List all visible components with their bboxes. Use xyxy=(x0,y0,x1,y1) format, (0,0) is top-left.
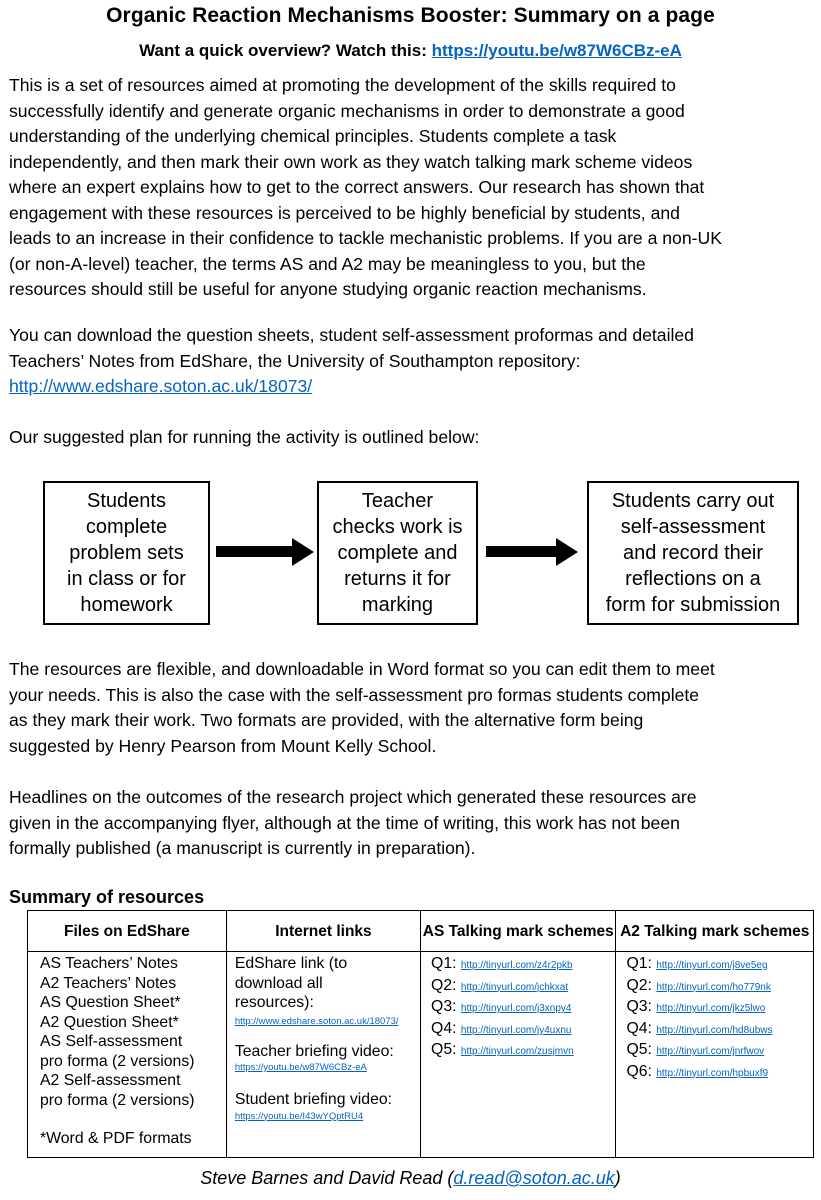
question-label: Q4: xyxy=(626,1019,657,1037)
question-label: Q5: xyxy=(626,1041,657,1058)
flow-step-1-line: homework xyxy=(80,594,173,616)
flow-step-1-line: Students xyxy=(87,490,166,512)
as-scheme-link[interactable]: http://tinyurl.com/j3xnpy4 xyxy=(460,1003,572,1014)
a2-scheme-item xyxy=(626,1040,813,1062)
a2-scheme-link[interactable]: http://tinyurl.com/jkz5lwo xyxy=(656,1003,766,1014)
a2-scheme-link[interactable]: http://tinyurl.com/ho779nk xyxy=(656,981,771,993)
headlines-paragraph xyxy=(9,785,821,862)
footer-text: Steve Barnes and David Read ( xyxy=(200,1168,454,1188)
question-label: Q2: xyxy=(431,976,461,994)
footer-authors xyxy=(0,1168,821,1189)
subtitle xyxy=(0,41,821,61)
as-scheme-link[interactable]: http://tinyurl.com/zusjmvn xyxy=(460,1046,574,1057)
flexible-line: The resources are flexible, and downloadable in Word format so you can edit them to meet xyxy=(9,659,715,679)
intro-line: This is a set of resources aimed at promoting the development of the skills required to xyxy=(9,75,676,95)
flexible-paragraph xyxy=(9,657,821,759)
flow-step-3-line: and record their xyxy=(622,542,764,564)
intro-line: resources should still be useful for anyone studying organic reaction mechanisms. xyxy=(9,279,647,299)
subtitle-text: Want a quick overview? Watch this: xyxy=(139,41,432,60)
summary-heading: Summary of resources xyxy=(9,887,205,907)
student-video-link[interactable]: https://youtu.be/I43wYQptRU4 xyxy=(234,1110,364,1122)
question-label: Q1: xyxy=(626,955,657,972)
a2-scheme-item xyxy=(626,1019,813,1041)
as-scheme-link[interactable]: http://tinyurl.com/jchkxat xyxy=(460,981,569,993)
intro-line: leads to an increase in their confidence to tackle mechanistic problems. If you are a non-UK xyxy=(9,228,722,248)
overview-video-link[interactable]: https://youtu.be/w87W6CBz-eA xyxy=(431,41,682,60)
question-label: Q2: xyxy=(626,976,657,994)
file-item: pro forma (2 versions) xyxy=(40,1052,195,1070)
table-header-row xyxy=(28,911,814,952)
as-scheme-item xyxy=(431,1019,615,1041)
question-label: Q6: xyxy=(626,1062,657,1080)
table-row xyxy=(28,952,814,1158)
edshare-label-line: resources): xyxy=(234,994,314,1011)
student-video-label: Student briefing video: xyxy=(234,1091,393,1108)
as-schemes-cell xyxy=(421,952,616,1158)
flexible-line: suggested by Henry Pearson from Mount Kelly School. xyxy=(9,735,437,756)
edshare-label-line: EdShare link (to xyxy=(234,955,348,972)
flexible-line: as they mark their work. Two formats are provided, with the alternative form being xyxy=(9,710,644,730)
flow-step-2-line: complete and xyxy=(337,542,458,564)
headlines-line: formally published (a manuscript is currently in preparation). xyxy=(9,838,476,858)
a2-schemes-cell xyxy=(616,952,814,1158)
a2-scheme-item xyxy=(626,997,813,1019)
plan-intro: Our suggested plan for running the activity is outlined below: xyxy=(9,427,480,447)
file-item: AS Question Sheet* xyxy=(40,994,181,1011)
files-cell xyxy=(28,952,227,1158)
as-scheme-item xyxy=(431,997,615,1019)
file-item: AS Self-assessment xyxy=(40,1033,183,1050)
question-label: Q5: xyxy=(431,1041,461,1058)
edshare-link[interactable]: http://www.edshare.soton.ac.uk/18073/ xyxy=(9,376,313,396)
column-header: Files on EdShare xyxy=(28,911,227,952)
headlines-line: given in the accompanying flyer, although at the time of writing, this work has not been xyxy=(9,812,680,833)
question-label: Q4: xyxy=(431,1019,461,1037)
file-item: AS Teachers’ Notes xyxy=(40,955,178,972)
download-line: You can download the question sheets, student self-assessment proformas and detailed xyxy=(9,325,694,345)
a2-scheme-item xyxy=(626,954,813,976)
file-item: pro forma (2 versions) xyxy=(40,1091,195,1109)
files-note: *Word & PDF formats xyxy=(40,1130,192,1147)
flexible-line: your needs. This is also the case with the self-assessment pro formas students complete xyxy=(9,684,700,705)
email-link[interactable]: d.read@soton.ac.uk xyxy=(453,1168,615,1188)
file-item: A2 Self-assessment xyxy=(40,1072,181,1089)
a2-scheme-item xyxy=(626,976,813,998)
edshare-table-link[interactable]: http://www.edshare.soton.ac.uk/18073/ xyxy=(234,1015,399,1027)
flow-step-3-line: form for submission xyxy=(605,594,781,616)
intro-paragraph xyxy=(9,73,821,303)
flow-arrow-1 xyxy=(216,538,314,566)
download-line: Teachers’ Notes from EdShare, the University of Southampton repository: xyxy=(9,350,581,371)
teacher-video-label: Teacher briefing video: xyxy=(234,1042,394,1060)
flow-step-3-line: self-assessment xyxy=(620,516,766,538)
edshare-label-line: download all xyxy=(234,974,323,992)
flow-step-3 xyxy=(587,481,799,625)
flow-step-2-line: returns it for xyxy=(344,568,451,590)
question-label: Q1: xyxy=(431,955,461,972)
flow-step-3-line: reflections on a xyxy=(625,568,761,590)
flow-step-2-line: Teacher xyxy=(361,490,434,512)
resources-table xyxy=(27,910,814,1158)
as-scheme-item xyxy=(431,954,615,976)
flow-step-3-line: Students carry out xyxy=(611,490,775,512)
a2-scheme-link[interactable]: http://tinyurl.com/hd8ubws xyxy=(656,1024,773,1036)
intro-line: understanding of the underlying chemical principles. Students complete a task xyxy=(9,126,617,146)
column-header: A2 Talking mark schemes xyxy=(616,911,814,952)
as-scheme-link[interactable]: http://tinyurl.com/z4r2pkb xyxy=(460,960,573,971)
flow-step-1 xyxy=(43,481,210,625)
headlines-line: Headlines on the outcomes of the research project which generated these resources are xyxy=(9,787,697,807)
column-header: Internet links xyxy=(226,911,420,952)
as-scheme-link[interactable]: http://tinyurl.com/jy4uxnu xyxy=(460,1024,572,1036)
a2-scheme-link[interactable]: http://tinyurl.com/hpbuxf9 xyxy=(656,1067,769,1079)
footer-text-end: ) xyxy=(614,1168,621,1188)
page-title: Organic Reaction Mechanisms Booster: Summary on a page xyxy=(106,4,715,27)
edshare-link-label xyxy=(235,954,420,1013)
flow-step-2-line: checks work is xyxy=(332,516,463,538)
intro-line: where an expert explains how to get to the correct answers. Our research has shown that xyxy=(9,177,705,197)
intro-line: successfully identify and generate organic mechanisms in order to demonstrate a good xyxy=(9,100,685,121)
question-label: Q3: xyxy=(431,998,461,1015)
flow-step-2-line: marking xyxy=(361,594,434,616)
flow-step-1-line: complete xyxy=(85,516,168,538)
file-item: A2 Teachers’ Notes xyxy=(40,974,177,992)
links-cell xyxy=(226,952,420,1158)
intro-line: engagement with these resources is perceived to be highly beneficial by students, and xyxy=(9,202,680,223)
as-scheme-item xyxy=(431,1040,615,1062)
flow-step-1-line: problem sets xyxy=(69,542,184,564)
intro-line: independently, and then mark their own work as they watch talking mark scheme videos xyxy=(9,151,693,172)
a2-scheme-item xyxy=(626,1062,813,1084)
file-item: A2 Question Sheet* xyxy=(40,1013,179,1031)
as-scheme-item xyxy=(431,976,615,998)
column-header: AS Talking mark schemes xyxy=(421,911,616,952)
download-paragraph xyxy=(9,323,821,400)
a2-scheme-link[interactable]: http://tinyurl.com/jnrfwov xyxy=(656,1046,765,1057)
flow-step-1-line: in class or for xyxy=(67,568,186,590)
intro-line: (or non-A-level) teacher, the terms AS and A2 may be meaningless to you, but the xyxy=(9,253,646,274)
teacher-video-link[interactable]: https://youtu.be/w87W6CBz-eA xyxy=(234,1062,367,1073)
a2-scheme-link[interactable]: http://tinyurl.com/j8ve5eg xyxy=(656,960,768,971)
flow-arrow-2 xyxy=(486,538,578,566)
flow-step-2 xyxy=(317,481,478,625)
question-label: Q3: xyxy=(626,998,657,1015)
